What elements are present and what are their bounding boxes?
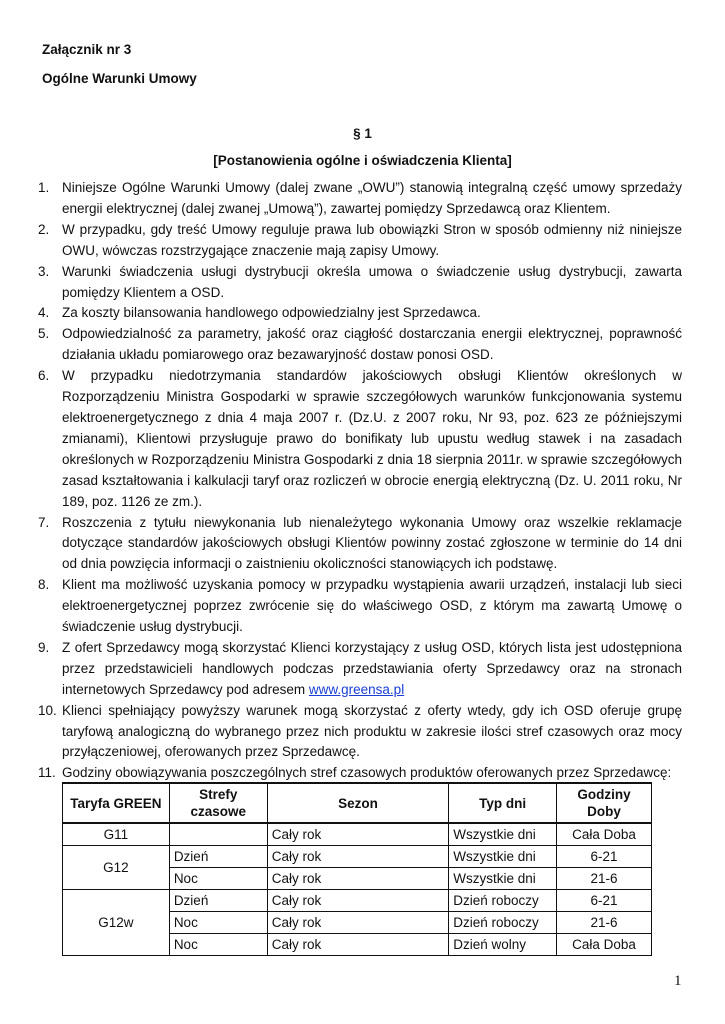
list-item-number: 5. [38, 326, 50, 342]
section-number: § 1 [353, 126, 372, 141]
season-cell: Cały rok [267, 823, 449, 846]
list-item-number: 3. [38, 263, 50, 279]
column-header-hours: Godziny Doby [557, 783, 652, 823]
section-heading: [Postanowienia ogólne i oświadczenia Klienta] [213, 153, 512, 168]
list-item-number: 1. [38, 180, 50, 195]
list-item [14, 303, 682, 324]
hours-cell: 6-21 [557, 890, 652, 912]
list-item [14, 575, 682, 638]
season-cell: Cały rok [267, 846, 449, 868]
tariff-cell: G12 [63, 846, 170, 890]
list-item-number: 9. [38, 639, 50, 655]
list-item-number: 7. [38, 514, 50, 530]
list-item-number: 11. [38, 765, 56, 781]
hours-cell: Cała Doba [557, 823, 652, 846]
zone-cell: Dzień [169, 890, 267, 912]
column-header-season: Sezon [267, 783, 449, 823]
list-item-text: Klient ma możliwość uzyskania pomocy w przypadku wystąpienia awarii urządzeń, instalacji lub sieci elektroenergetycznej poprzez zwrócenie się do właściwego OSD, z którym ma zawartą Umowę o świadczenie usług dystrybucji. [62, 577, 682, 635]
column-header-day-type: Typ dni [449, 783, 557, 823]
hours-cell: 21-6 [557, 868, 652, 890]
list-item-number: 10. [38, 702, 57, 718]
list-item-text: Godziny obowiązywania poszczególnych stref czasowych produktów oferowanych przez Sprzedawcę: [62, 765, 672, 781]
hours-cell: 21-6 [557, 912, 652, 934]
list-item [14, 262, 682, 304]
day-type-cell: Dzień wolny [449, 934, 557, 956]
list-item [14, 638, 682, 701]
list-item-text: Za koszty bilansowania handlowego odpowiedzialny jest Sprzedawca. [62, 305, 481, 321]
table-row [63, 846, 652, 868]
document-title: Ogólne Warunki Umowy [42, 71, 197, 86]
tariff-table [62, 782, 652, 956]
tariff-cell: G12w [63, 890, 170, 956]
website-link[interactable]: www.greensa.pl [308, 681, 405, 697]
table-header-row [63, 783, 652, 823]
list-item-text: W przypadku niedotrzymania standardów jakościowych obsługi Klientów określonych w Rozporządzeniu Ministra Gospodarki w sprawie szczegółowych warunków funkcjonowania systemu elektroenergetycznego z dnia 4 maja 2007 r. (Dz.U. z 2007 roku, Nr 93, poz. 623 ze późniejszymi zmianami), Klientowi przysługuje prawo do bonifikaty lub upustu według stawek i na zasadach określonych w Rozporządzeniu Ministra Gospodarki z dnia 18 sierpnia 2011r. w sprawie szczegółowych zasad kształtowania i kalkulacji taryf oraz rozliczeń w obrocie energią elektryczną (Dz. U. 2011 roku, Nr 189, poz. 1126 ze zm.). [62, 368, 682, 509]
list-item [14, 178, 682, 220]
season-cell: Cały rok [267, 934, 449, 956]
list-item [14, 513, 682, 576]
zone-cell [169, 823, 267, 846]
day-type-cell: Wszystkie dni [449, 823, 557, 846]
list-item-text: Z ofert Sprzedawcy mogą skorzystać Klienci korzystający z usług OSD, których lista jest udostępniona przez przedstawicieli handlowych podczas przedstawiania oferty Sprzedawcy oraz na stronach internetowych Sprzedawcy pod adresem [62, 639, 682, 697]
season-cell: Cały rok [267, 890, 449, 912]
day-type-cell: Wszystkie dni [449, 868, 557, 890]
list-item [14, 366, 682, 512]
list-item [14, 701, 682, 764]
column-header-tariff: Taryfa GREEN [63, 783, 170, 823]
zone-cell: Noc [169, 934, 267, 956]
list-item-text: Odpowiedzialność za parametry, jakość oraz ciągłość dostarczania energii elektrycznej, poprawność działania układu pomiarowego oraz bezawaryjność dostaw ponosi OSD. [62, 326, 682, 363]
zone-cell: Dzień [169, 846, 267, 868]
zone-cell: Noc [169, 912, 267, 934]
list-item-text: Warunki świadczenia usługi dystrybucji określa umowa o świadczenie usług dystrybucji, zawarta pomiędzy Klientem a OSD. [62, 263, 682, 300]
provisions-list [14, 178, 682, 784]
list-item-text: W przypadku, gdy treść Umowy reguluje prawa lub obowiązki Stron w sposób odmienny niż niniejsze OWU, wówczas rozstrzygające znaczenie mają zapisy Umowy. [62, 221, 682, 258]
attachment-label: Załącznik nr 3 [42, 42, 132, 57]
day-type-cell: Dzień roboczy [449, 912, 557, 934]
tariff-cell: G11 [63, 823, 170, 846]
list-item-number: 8. [38, 577, 50, 593]
zone-cell: Noc [169, 868, 267, 890]
column-header-zones: Strefy czasowe [169, 783, 267, 823]
list-item-text: Niniejsze Ogólne Warunki Umowy (dalej zwane „OWU”) stanowią integralną część umowy sprzedaży energii elektrycznej (dalej zwanej „Umową”), zawartej pomiędzy Sprzedawcą oraz Klientem. [62, 180, 682, 216]
list-item [14, 220, 682, 262]
page-number: 1 [674, 973, 682, 989]
day-type-cell: Dzień roboczy [449, 890, 557, 912]
list-item [14, 324, 682, 366]
list-item-number: 2. [38, 221, 50, 237]
hours-cell: 6-21 [557, 846, 652, 868]
list-item-number: 4. [38, 305, 50, 321]
table-row [63, 890, 652, 912]
hours-cell: Cała Doba [557, 934, 652, 956]
season-cell: Cały rok [267, 912, 449, 934]
list-item-text: Roszczenia z tytułu niewykonania lub nienależytego wykonania Umowy oraz wszelkie reklamacje dotyczące standardów jakościowych obsługi Klientów powinny zostać zgłoszone w terminie do 14 dni od dnia powzięcia informacji o zaistnieniu okoliczności stanowiących ich podstawę. [62, 514, 682, 572]
day-type-cell: Wszystkie dni [449, 846, 557, 868]
list-item-number: 6. [38, 368, 50, 384]
season-cell: Cały rok [267, 868, 449, 890]
list-item-text: Klienci spełniający powyższy warunek mogą skorzystać z oferty wtedy, gdy ich OSD oferuje grupę taryfową analogiczną do wybranego przez nich produktu w zakresie ilości stref czasowych oraz mocy przyłączeniowej, oferowanych przez Sprzedawcę. [62, 702, 682, 760]
table-row [63, 823, 652, 846]
